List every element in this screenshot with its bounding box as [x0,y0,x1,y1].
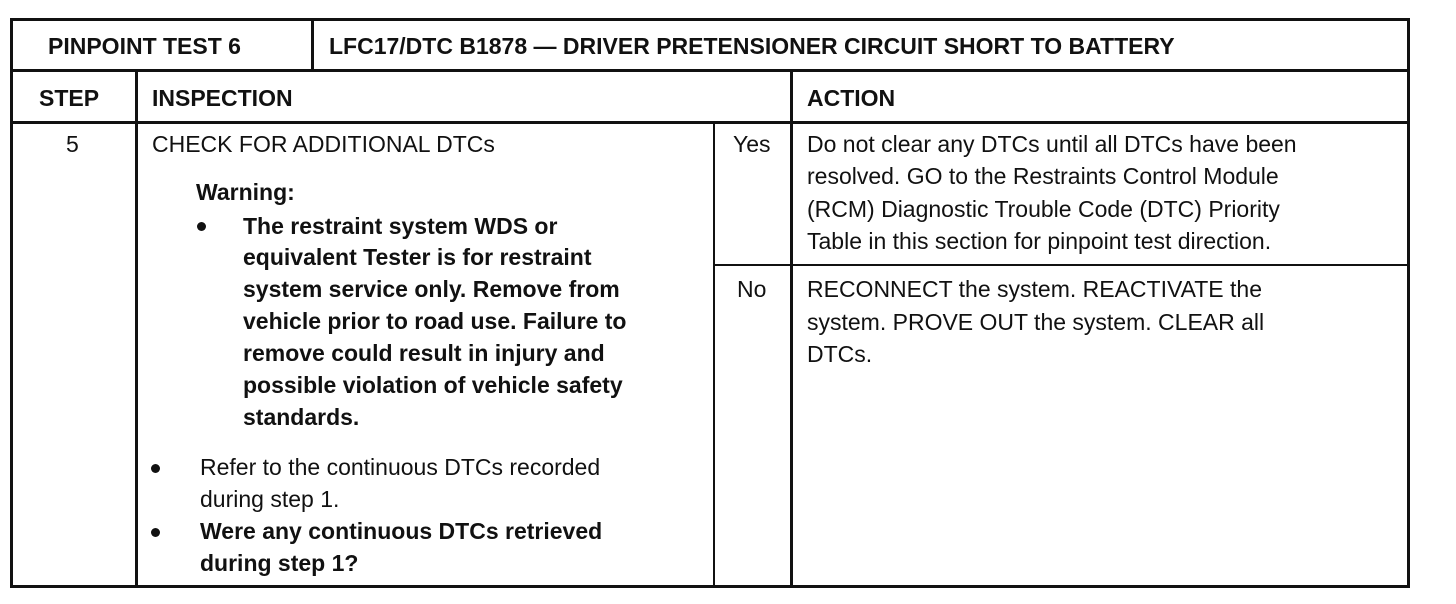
bullet-icon [151,464,160,473]
action-line: Do not clear any DTCs until all DTCs have been [807,131,1297,157]
title-row-divider [10,69,1410,72]
action-column-divider [790,70,793,588]
step-number: 5 [66,131,79,157]
warning-label: Warning: [196,179,295,205]
inspection-heading: CHECK FOR ADDITIONAL DTCs [152,131,495,157]
title-cell-divider [311,18,314,71]
inspection-column-header: INSPECTION [152,85,293,111]
action-line: (RCM) Diagnostic Trouble Code (DTC) Priority [807,196,1280,222]
warning-line: system service only. Remove from [243,276,620,302]
header-row-divider [10,121,1410,124]
question-line: Were any continuous DTCs retrieved [200,518,603,544]
question-line: during step 1? [200,550,359,576]
warning-line: standards. [243,404,360,430]
bullet-text-line: Refer to the continuous DTCs recorded [200,454,601,480]
step-column-header: STEP [39,85,100,111]
warning-line: remove could result in injury and [243,340,605,366]
answer-no-label: No [737,276,767,302]
warning-bullet-icon [197,222,206,231]
step-column-divider [135,70,138,588]
answer-column-divider [713,122,715,588]
test-label: PINPOINT TEST 6 [48,33,241,59]
action-column-header: ACTION [807,85,896,111]
test-title: LFC17/DTC B1878 — DRIVER PRETENSIONER CIRCUIT SHORT TO BATTERY [329,33,1175,59]
warning-line: The restraint system WDS or [243,213,558,239]
bullet-text-line: during step 1. [200,486,340,512]
warning-line: possible violation of vehicle safety [243,372,623,398]
warning-line: equivalent Tester is for restraint [243,244,592,270]
action-line: DTCs. [807,341,873,367]
action-line: system. PROVE OUT the system. CLEAR all [807,309,1265,335]
action-line: RECONNECT the system. REACTIVATE the [807,276,1262,302]
yes-no-divider [714,264,1410,266]
warning-line: vehicle prior to road use. Failure to [243,308,627,334]
action-line: Table in this section for pinpoint test direction. [807,228,1272,254]
action-line: resolved. GO to the Restraints Control Module [807,163,1279,189]
answer-yes-label: Yes [733,131,771,157]
bullet-icon [151,528,160,537]
